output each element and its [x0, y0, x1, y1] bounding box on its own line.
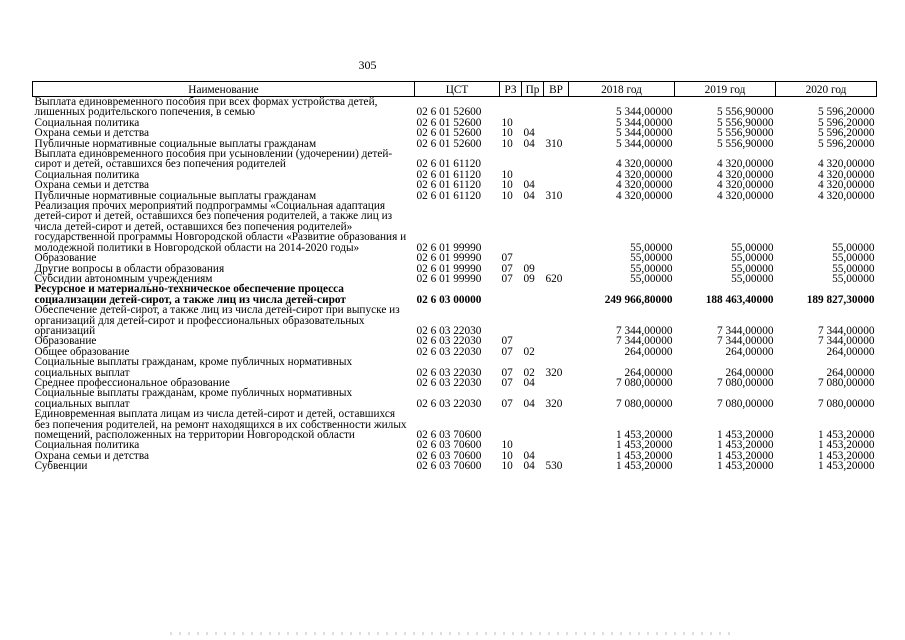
cell-y2018: 5 344,00000	[616, 106, 673, 119]
cell-vr	[544, 347, 569, 357]
cell-name: Социальные выплаты гражданам, кроме публичных нормативных социальных выплат	[34, 356, 353, 379]
cell-y2018: 264,00000	[624, 345, 673, 358]
cell-pr: 04	[523, 127, 535, 140]
cell-y2020: 4 320,00000	[818, 158, 875, 171]
cell-y2018: 1 453,20000	[616, 460, 673, 473]
cell-y2020: 1 453,20000	[818, 460, 875, 473]
cell-pr	[522, 284, 544, 305]
cell-y2020: 4 320,00000	[818, 189, 875, 202]
cell-y2020: 1 453,20000	[818, 439, 875, 452]
cell-y2020: 7 080,00000	[818, 397, 875, 410]
cell-rz: 10	[501, 439, 513, 452]
cell-pr	[522, 305, 544, 336]
cell-vr	[544, 170, 569, 180]
cell-pr: 04	[523, 397, 535, 410]
cell-name: Выплата единовременного пособия при усыновлении (удочерении) детей-сирот и детей, оставшихся без попечения родителей	[34, 148, 393, 171]
cell-name: Охрана семьи и детства	[34, 449, 150, 462]
cell-name: Субвенции	[34, 460, 88, 473]
cell-cst: 02 6 01 61120	[416, 189, 482, 202]
cell-y2019: 1 453,20000	[717, 429, 774, 441]
cell-cst: 02 6 01 61120	[416, 179, 482, 192]
cell-name: Охрана семьи и детства	[34, 127, 150, 140]
cell-rz: 07	[501, 262, 513, 275]
cell-y2020: 5 596,20000	[818, 106, 875, 119]
cell-y2019: 5 556,90000	[717, 127, 774, 140]
table-row	[33, 253, 877, 263]
cell-name: Социальная политика	[34, 168, 140, 181]
cell-rz: 10	[501, 137, 513, 150]
cell-cst: 02 6 01 52600	[416, 127, 482, 140]
table-row	[33, 201, 877, 253]
cell-name: Выплата единовременного пособия при всех формах устройства детей, лишенных родительского попечения, в семью	[34, 96, 378, 119]
cell-y2019: 4 320,00000	[717, 189, 774, 202]
cell-pr: 04	[523, 179, 535, 192]
cell-y2018: 1 453,20000	[616, 449, 673, 462]
cell-rz	[500, 201, 522, 253]
cell-vr: 310	[545, 137, 563, 150]
cell-y2020: 5 596,20000	[818, 116, 875, 129]
cell-rz: 07	[501, 376, 513, 389]
cell-vr	[544, 336, 569, 346]
cell-rz: 07	[501, 335, 513, 348]
cell-rz: 07	[501, 345, 513, 358]
cell-rz: 10	[501, 460, 513, 473]
cell-pr: 09	[523, 272, 535, 285]
cell-y2019: 55,00000	[731, 241, 774, 254]
cell-y2019: 264,00000	[725, 345, 774, 358]
cell-name: Субсидии автономным учреждениям	[34, 272, 213, 285]
cell-rz	[500, 97, 522, 118]
header-pr: Пр	[522, 82, 544, 97]
cell-y2019: 5 556,90000	[717, 137, 774, 150]
cell-y2019: 1 453,20000	[717, 449, 774, 462]
cell-cst: 02 6 03 22030	[416, 335, 482, 348]
cell-rz: 10	[501, 116, 513, 129]
cell-cst: 02 6 03 70600	[416, 429, 482, 441]
cell-y2018: 249 966,80000	[604, 293, 673, 306]
cell-y2020: 4 320,00000	[818, 179, 875, 192]
cell-rz: 10	[501, 179, 513, 192]
scan-noise	[170, 632, 730, 635]
cell-pr: 04	[523, 189, 535, 202]
cell-cst: 02 6 03 22030	[416, 324, 482, 337]
cell-y2019: 4 320,00000	[717, 158, 774, 171]
cell-cst: 02 6 03 70600	[416, 439, 482, 452]
cell-vr	[544, 253, 569, 263]
header-name: Наименование	[33, 82, 415, 97]
cell-rz: 10	[501, 168, 513, 181]
cell-y2019: 264,00000	[725, 366, 774, 379]
header-2018: 2018 год	[569, 82, 675, 97]
cell-y2019: 55,00000	[731, 262, 774, 275]
cell-cst: 02 6 03 70600	[416, 460, 482, 473]
cell-y2020: 264,00000	[826, 345, 875, 358]
cell-y2020: 264,00000	[826, 366, 875, 379]
table-row	[33, 97, 877, 118]
cell-cst: 02 6 01 61120	[416, 158, 482, 171]
cell-cst: 02 6 01 99990	[416, 272, 482, 285]
cell-vr	[544, 440, 569, 450]
cell-y2020: 5 596,20000	[818, 137, 875, 150]
cell-rz	[500, 284, 522, 305]
cell-y2018: 1 453,20000	[616, 439, 673, 452]
cell-cst: 02 6 03 00000	[416, 293, 482, 306]
table-row	[33, 357, 877, 378]
cell-name: Реализация прочих мероприятий подпрограммы «Социальная адаптация детей-сирот и детей, оставшихся без попечения родителей, а также лиц из числа детей-сирот и детей, оставшихся без попечения родителей» государственной программы Новгородской области «Развитие образования и молодежной политики в Новгородской области на 2014-2020 годы»	[34, 200, 407, 254]
cell-y2019: 5 556,90000	[717, 116, 774, 129]
cell-vr	[544, 378, 569, 388]
cell-cst: 02 6 03 70600	[416, 449, 482, 462]
cell-name: Образование	[34, 252, 97, 265]
table-row	[33, 461, 877, 471]
cell-y2020: 55,00000	[832, 252, 875, 265]
cell-y2018: 7 080,00000	[616, 397, 673, 410]
cell-pr: 04	[523, 449, 535, 462]
header-2019: 2019 год	[675, 82, 776, 97]
cell-y2019: 7 344,00000	[717, 335, 774, 348]
table-row	[33, 284, 877, 305]
cell-pr	[522, 201, 544, 253]
cell-y2019: 7 080,00000	[717, 376, 774, 389]
cell-pr	[522, 149, 544, 170]
cell-y2018: 4 320,00000	[616, 158, 673, 171]
cell-rz	[500, 409, 522, 440]
cell-pr	[522, 409, 544, 440]
cell-rz: 10	[501, 449, 513, 462]
cell-y2018: 55,00000	[630, 252, 673, 265]
cell-cst: 02 6 01 52600	[416, 106, 482, 119]
cell-vr	[544, 201, 569, 253]
cell-y2020: 5 596,20000	[818, 127, 875, 140]
cell-rz: 10	[501, 189, 513, 202]
cell-y2019: 1 453,20000	[717, 460, 774, 473]
cell-rz: 10	[501, 127, 513, 140]
table-row	[33, 305, 877, 336]
cell-y2018: 4 320,00000	[616, 179, 673, 192]
cell-pr: 02	[523, 345, 535, 358]
cell-rz: 07	[501, 397, 513, 410]
cell-name: Социальная политика	[34, 439, 140, 452]
cell-y2019: 5 556,90000	[717, 106, 774, 119]
cell-y2019: 1 453,20000	[717, 439, 774, 452]
cell-cst: 02 6 01 61120	[416, 168, 482, 181]
cell-y2018: 5 344,00000	[616, 137, 673, 150]
cell-y2019: 55,00000	[731, 252, 774, 265]
cell-y2019: 55,00000	[731, 272, 774, 285]
cell-cst: 02 6 01 52600	[416, 137, 482, 150]
cell-cst: 02 6 01 99990	[416, 252, 482, 265]
cell-y2018: 7 080,00000	[616, 376, 673, 389]
cell-vr	[544, 149, 569, 170]
cell-pr: 09	[523, 262, 535, 275]
cell-name: Общее образование	[34, 345, 130, 358]
header-cst: ЦСТ	[415, 82, 500, 97]
cell-rz: 07	[501, 252, 513, 265]
cell-rz: 07	[501, 272, 513, 285]
cell-y2020: 55,00000	[832, 262, 875, 275]
cell-name: Среднее профессиональное образование	[34, 376, 230, 389]
cell-y2020: 7 080,00000	[818, 376, 875, 389]
cell-vr	[544, 284, 569, 305]
cell-y2018: 264,00000	[624, 366, 673, 379]
cell-y2018: 7 344,00000	[616, 324, 673, 337]
cell-vr	[544, 409, 569, 440]
cell-name: Ресурсное и материально-техническое обеспечение процесса социализации детей-сирот, а также лиц из числа детей-сирот	[34, 283, 346, 306]
cell-vr	[544, 305, 569, 336]
page-number: 305	[358, 58, 377, 72]
cell-pr	[522, 253, 544, 263]
cell-y2018: 55,00000	[630, 272, 673, 285]
cell-name: Публичные нормативные социальные выплаты гражданам	[34, 189, 317, 202]
cell-y2020: 7 344,00000	[818, 324, 875, 337]
cell-y2018: 55,00000	[630, 241, 673, 254]
table-row	[33, 409, 877, 440]
table-header-row	[33, 82, 877, 97]
cell-vr: 310	[545, 189, 563, 202]
cell-y2018: 4 320,00000	[616, 168, 673, 181]
cell-y2020: 55,00000	[832, 241, 875, 254]
cell-cst: 02 6 01 99990	[416, 262, 482, 275]
cell-y2019: 4 320,00000	[717, 168, 774, 181]
cell-name: Единовременная выплата лицам из числа детей-сирот и детей, оставшихся без попечения родителей, на ремонт находящихся в их собственности жилых помещений, расположенных на территории Новгородской области	[34, 408, 407, 441]
cell-name: Социальные выплаты гражданам, кроме публичных нормативных социальных выплат	[34, 387, 353, 410]
cell-y2018: 4 320,00000	[616, 189, 673, 202]
cell-cst: 02 6 03 22030	[416, 397, 482, 410]
cell-rz: 07	[501, 366, 513, 379]
cell-name: Охрана семьи и детства	[34, 179, 150, 192]
cell-vr: 530	[545, 460, 563, 473]
cell-vr: 320	[545, 397, 563, 410]
cell-y2018: 55,00000	[630, 262, 673, 275]
cell-y2019: 7 344,00000	[717, 324, 774, 337]
cell-rz	[500, 149, 522, 170]
cell-cst: 02 6 03 22030	[416, 345, 482, 358]
cell-cst: 02 6 03 22030	[416, 376, 482, 389]
table-body	[33, 97, 877, 472]
cell-name: Социальная политика	[34, 116, 140, 129]
cell-pr: 04	[523, 137, 535, 150]
cell-cst: 02 6 03 22030	[416, 366, 482, 379]
table-row	[33, 388, 877, 409]
budget-table	[32, 81, 877, 472]
cell-rz	[500, 305, 522, 336]
cell-y2018: 7 344,00000	[616, 335, 673, 348]
cell-y2020: 1 453,20000	[818, 429, 875, 441]
cell-y2018: 5 344,00000	[616, 116, 673, 129]
header-2020: 2020 год	[776, 82, 877, 97]
header-vr: ВР	[544, 82, 569, 97]
cell-y2020: 55,00000	[832, 272, 875, 285]
cell-pr: 04	[523, 460, 535, 473]
cell-name: Публичные нормативные социальные выплаты гражданам	[34, 137, 317, 150]
cell-y2018: 1 453,20000	[616, 429, 673, 441]
cell-y2020: 4 320,00000	[818, 168, 875, 181]
cell-cst: 02 6 01 52600	[416, 116, 482, 129]
cell-y2020: 1 453,20000	[818, 449, 875, 462]
cell-vr	[544, 97, 569, 118]
cell-vr	[544, 118, 569, 128]
cell-y2018: 5 344,00000	[616, 127, 673, 140]
table-row	[33, 149, 877, 170]
cell-y2019: 188 463,40000	[705, 293, 774, 306]
cell-name: Образование	[34, 335, 97, 348]
cell-name: Обеспечение детей-сирот, а также лиц из числа детей-сирот при выпуске из организаций для детей-сирот и профессиональных образовательных организаций	[34, 304, 400, 337]
cell-name: Другие вопросы в области образования	[34, 262, 225, 275]
cell-pr	[522, 97, 544, 118]
header-rz: РЗ	[500, 82, 522, 97]
cell-y2019: 7 080,00000	[717, 397, 774, 410]
cell-vr: 320	[545, 366, 563, 379]
cell-vr: 620	[545, 272, 563, 285]
cell-cst: 02 6 01 99990	[416, 241, 482, 254]
cell-y2020: 7 344,00000	[818, 335, 875, 348]
cell-y2019: 4 320,00000	[717, 179, 774, 192]
cell-pr: 02	[523, 366, 535, 379]
cell-y2020: 189 827,30000	[806, 293, 875, 306]
cell-pr: 04	[523, 376, 535, 389]
